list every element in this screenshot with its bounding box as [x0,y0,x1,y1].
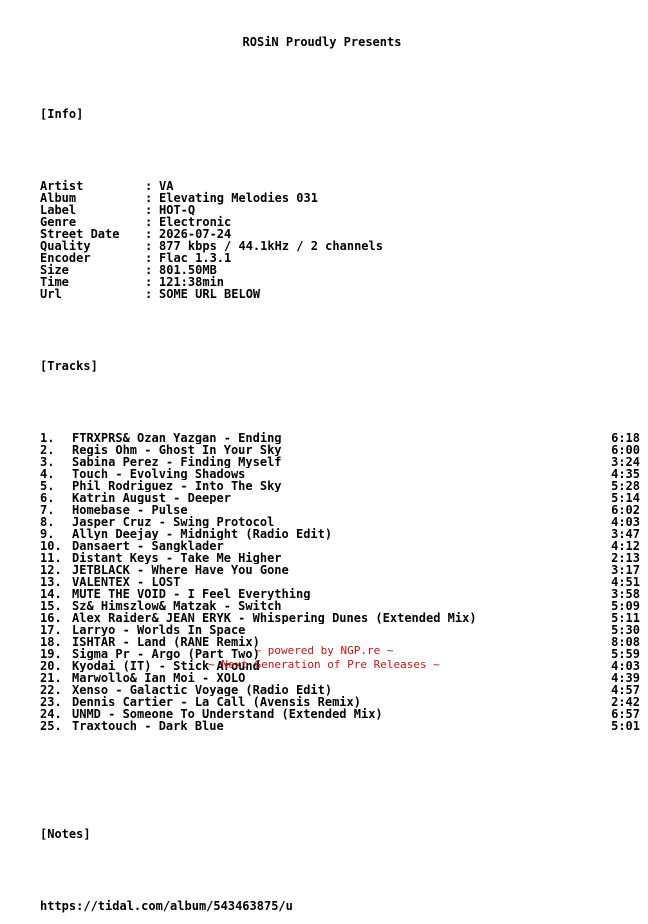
info-heading: [Info] [40,107,84,121]
info-value: 121:38min [159,275,225,289]
track-number: 7. [40,503,55,517]
notes-heading: [Notes] [40,827,91,841]
info-key: Time [40,275,69,289]
track-title: FTRXPRS& Ozan Yazgan - Ending [72,432,282,444]
track-row [40,528,640,540]
track-title: UNMD - Someone To Understand (Extended Mix) [72,708,383,720]
track-title: JETBLACK - Where Have You Gone [72,564,289,576]
track-title: Allyn Deejay - Midnight (Radio Edit) [72,528,333,540]
track-title: Kyodai (IT) - Stick Around [72,660,260,672]
track-duration: 4:39 [611,671,640,685]
track-title: Xenso - Galactic Voyage (Radio Edit) [72,684,333,696]
track-title: Traxtouch - Dark Blue [72,720,224,732]
track-row [40,468,640,480]
info-row [40,264,640,276]
track-duration: 6:57 [611,707,640,721]
track-duration: 5:30 [611,623,640,637]
info-key: Genre [40,215,77,229]
info-row [40,288,640,300]
track-duration: 6:18 [611,431,640,445]
track-row [40,624,640,636]
track-duration: 3:47 [611,527,640,541]
track-row [40,444,640,456]
track-number: 4. [40,467,55,481]
info-separator: : [145,263,153,277]
track-number: 17. [40,623,62,637]
track-number: 16. [40,611,62,625]
track-number: 18. [40,635,62,649]
track-row [40,576,640,588]
info-value: 877 kbps / 44.1kHz / 2 channels [159,239,383,253]
track-duration: 2:13 [611,551,640,565]
info-row [40,180,640,192]
track-row [40,432,640,444]
info-value: Elevating Melodies 031 [159,191,318,205]
track-duration: 3:24 [611,455,640,469]
track-title: Touch - Evolving Shadows [72,468,246,480]
track-title: Sigma Pr - Argo (Part Two) [72,648,260,660]
info-separator: : [145,227,153,241]
track-number: 5. [40,479,55,493]
track-row [40,588,640,600]
nfo-document [40,12,640,924]
track-number: 10. [40,539,62,553]
tracks-heading: [Tracks] [40,359,98,373]
track-row [40,564,640,576]
info-key: Url [40,287,62,301]
track-title: Sz& Himszlow& Matzak - Switch [72,600,282,612]
track-duration: 2:42 [611,695,640,709]
track-number: 2. [40,443,55,457]
info-row [40,192,640,204]
track-duration: 5:28 [611,479,640,493]
track-duration: 4:35 [611,467,640,481]
info-separator: : [145,191,153,205]
footer-powered-by: ~ powered by NGP.re ~ [254,644,394,657]
info-row [40,240,640,252]
info-key: Album [40,191,77,205]
info-separator: : [145,203,153,217]
info-separator: : [145,275,153,289]
track-duration: 5:14 [611,491,640,505]
track-duration: 5:01 [611,719,640,733]
track-number: 11. [40,551,62,565]
track-row [40,696,640,708]
track-row [40,612,640,624]
track-duration: 8:08 [611,635,640,649]
info-row [40,204,640,216]
track-number: 21. [40,671,62,685]
track-title: ISHTAR - Land (RANE Remix) [72,636,260,648]
track-number: 25. [40,719,62,733]
track-number: 9. [40,527,55,541]
track-title: Homebase - Pulse [72,504,188,516]
track-list [40,432,640,732]
track-row [40,480,640,492]
track-duration: 4:03 [611,659,640,673]
track-row [40,492,640,504]
track-title: Jasper Cruz - Swing Protocol [72,516,275,528]
info-value: Flac 1.3.1 [159,251,232,265]
track-row [40,516,640,528]
track-duration: 5:09 [611,599,640,613]
track-row [40,552,640,564]
header-title: ROSiN Proudly Presents [242,35,402,49]
track-duration: 5:59 [611,647,640,661]
track-number: 8. [40,515,55,529]
track-duration: 4:12 [611,539,640,553]
track-row [40,504,640,516]
track-title: Dennis Cartier - La Call (Avensis Remix) [72,696,361,708]
track-duration: 6:00 [611,443,640,457]
track-title: Dansaert - Sangklader [72,540,224,552]
info-list [40,180,640,300]
info-value: SOME URL BELOW [159,287,261,301]
track-number: 24. [40,707,62,721]
info-row [40,276,640,288]
track-title: Katrin August - Deeper [72,492,231,504]
track-duration: 5:11 [611,611,640,625]
track-title: Alex Raider& JEAN ERYK - Whispering Dunes (Extended Mix) [72,612,477,624]
track-number: 22. [40,683,62,697]
track-title: Phil Rodriguez - Into The Sky [72,480,282,492]
track-number: 14. [40,587,62,601]
track-duration: 6:02 [611,503,640,517]
track-duration: 4:51 [611,575,640,589]
track-title: Sabina Perez - Finding Myself [72,456,282,468]
info-separator: : [145,239,153,253]
info-value: HOT-Q [159,203,196,217]
track-number: 19. [40,647,62,661]
track-title: Distant Keys - Take Me Higher [72,552,282,564]
track-row [40,672,640,684]
track-title: Larryo - Worlds In Space [72,624,246,636]
track-number: 15. [40,599,62,613]
track-duration: 4:03 [611,515,640,529]
track-duration: 3:17 [611,563,640,577]
info-separator: : [145,215,153,229]
info-key: Label [40,203,77,217]
track-number: 23. [40,695,62,709]
track-duration: 4:57 [611,683,640,697]
info-separator: : [145,287,153,301]
track-row [40,684,640,696]
info-key: Size [40,263,69,277]
info-separator: : [145,179,153,193]
track-row [40,456,640,468]
track-number: 6. [40,491,55,505]
info-value: 2026-07-24 [159,227,232,241]
track-row [40,540,640,552]
track-row [40,708,640,720]
info-key: Artist [40,179,84,193]
footer-tagline: ~ Next Generation of Pre Releases ~ [208,658,440,671]
info-value: VA [159,179,174,193]
track-row [40,720,640,732]
info-row [40,216,640,228]
track-number: 20. [40,659,62,673]
info-value: Electronic [159,215,232,229]
info-value: 801.50MB [159,263,217,277]
notes-url: https://tidal.com/album/543463875/u [40,899,293,913]
info-key: Quality [40,239,91,253]
track-number: 1. [40,431,55,445]
track-row [40,600,640,612]
track-number: 12. [40,563,62,577]
track-number: 3. [40,455,55,469]
track-title: Marwollo& Ian Moi - XOLO [72,672,246,684]
track-title: Regis Ohm - Ghost In Your Sky [72,444,282,456]
info-key: Encoder [40,251,91,265]
track-title: VALENTEX - LOST [72,576,181,588]
track-number: 13. [40,575,62,589]
info-row [40,252,640,264]
track-duration: 3:58 [611,587,640,601]
info-separator: : [145,251,153,265]
info-key: Street Date [40,227,120,241]
track-title: MUTE THE VOID - I Feel Everything [72,588,311,600]
